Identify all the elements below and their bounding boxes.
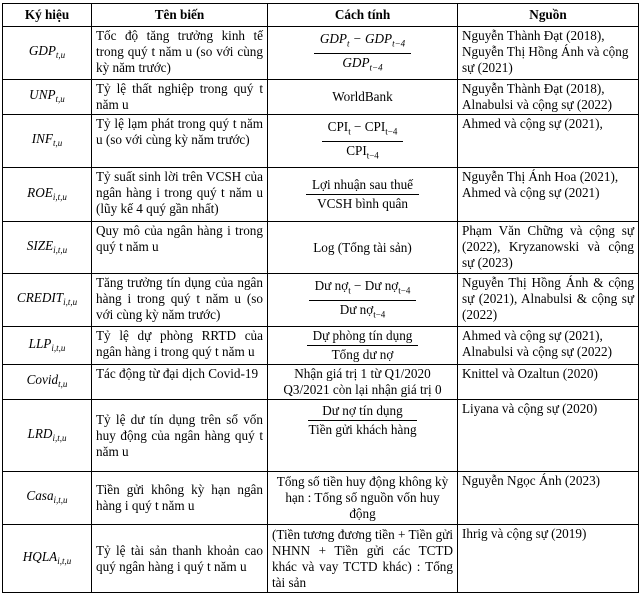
formula-term: Dư nợ	[364, 277, 399, 293]
formula-cell: Tổng số tiền huy động không kỳ hạn : Tổng số nguồn vốn huy động	[268, 472, 458, 525]
header-symbol: Ký hiệu	[3, 4, 92, 27]
source-cell: Phạm Văn Chững và cộng sự (2022), Kryzanowski và cộng sự (2023)	[458, 222, 639, 274]
symbol-main: INF	[31, 131, 53, 146]
formula-sub: t−4	[385, 126, 398, 137]
formula-sub: t	[348, 126, 351, 137]
formula-sub: t−4	[373, 309, 386, 320]
formula-fraction	[307, 328, 419, 363]
formula-term: Dư nợ	[314, 277, 349, 293]
symbol-main: LRD	[27, 425, 53, 441]
formula-fraction	[314, 31, 411, 75]
source-cell: Knittel và Ozaltun (2020)	[458, 365, 639, 400]
symbol-cell	[3, 168, 92, 222]
symbol-sub: i,t,u	[63, 297, 78, 307]
source-cell: Ahmed và cộng sự (2021), Alnabulsi và cộng sự (2022)	[458, 327, 639, 365]
formula-denominator: VCSH bình quân	[317, 196, 408, 211]
formula-cell	[268, 115, 458, 168]
formula-fraction	[308, 403, 416, 438]
symbol-cell	[3, 222, 92, 274]
symbol-sub: t,u	[55, 94, 65, 104]
symbol-cell	[3, 80, 92, 115]
symbol-cell	[3, 274, 92, 327]
formula-cell: (Tiền tương đương tiền + Tiền gửi NHNN + Tiền gửi các TCTD khác và vay TCTD khác) : Tổng tài sản	[268, 525, 458, 593]
symbol-cell	[3, 27, 92, 80]
table-row	[3, 80, 639, 115]
symbol-sub: i,t,u	[52, 191, 67, 202]
symbol-cell	[3, 400, 92, 472]
source-cell: Nguyễn Thành Đạt (2018), Nguyễn Thị Hồng Ánh và cộng sự (2021)	[458, 27, 639, 80]
formula-fraction	[306, 177, 419, 212]
symbol-main: Casa	[26, 488, 54, 503]
source-cell: Liyana và cộng sự (2020)	[458, 400, 639, 472]
formula-sub: t	[348, 285, 351, 296]
formula-sub: t−4	[398, 285, 411, 296]
table-row	[3, 115, 639, 168]
source-cell: Nguyễn Thị Ánh Hoa (2021), Ahmed và cộng sự (2021)	[458, 168, 639, 222]
symbol-main: HQLA	[22, 548, 58, 564]
formula-cell	[268, 168, 458, 222]
formula-cell: Log (Tổng tài sản)	[268, 222, 458, 274]
formula-fraction	[322, 119, 404, 163]
formula-cell	[268, 327, 458, 365]
source-cell: Ihrig và cộng sự (2019)	[458, 525, 639, 593]
source-cell: Nguyễn Ngọc Ánh (2023)	[458, 472, 639, 525]
symbol-sub: i,t,u	[53, 244, 68, 255]
header-source: Nguồn	[458, 4, 639, 27]
variables-table	[2, 3, 639, 593]
formula-cell: Nhận giá trị 1 từ Q1/2020 Q3/2021 còn lại nhận giá trị 0	[268, 365, 458, 400]
formula-numerator: Dự phòng tín dụng	[307, 328, 419, 346]
formula-sub: t−4	[366, 150, 379, 161]
formula-term: GDP	[342, 54, 370, 70]
symbol-main: SIZE	[26, 237, 54, 253]
symbol-main: CREDIT	[16, 290, 64, 305]
variable-cell: Tác động từ đại dịch Covid-19	[92, 365, 268, 400]
formula-cell	[268, 274, 458, 327]
symbol-sub: t,u	[58, 379, 68, 389]
formula-fraction	[309, 278, 417, 322]
symbol-cell	[3, 525, 92, 593]
symbol-sub: t,u	[55, 50, 66, 60]
variable-cell: Quy mô của ngân hàng i trong quý t năm u	[92, 222, 268, 274]
formula-cell	[268, 400, 458, 472]
table-row	[3, 327, 639, 365]
symbol-sub: i,t,u	[51, 342, 66, 353]
formula-sub: t−4	[369, 62, 383, 73]
table-row	[3, 168, 639, 222]
table-header-row	[3, 4, 639, 27]
symbol-cell	[3, 115, 92, 168]
formula-term: GDP	[364, 30, 393, 46]
variable-cell: Tiền gửi không kỳ hạn ngân hàng i quý t năm u	[92, 472, 268, 525]
symbol-cell	[3, 327, 92, 365]
formula-op: −	[349, 30, 365, 46]
table-row	[3, 472, 639, 525]
symbol-cell	[3, 472, 92, 525]
variable-cell: Tăng trưởng tín dụng của ngân hàng i trong quý t năm u (so với cùng kỳ năm trước)	[92, 274, 268, 327]
symbol-main: Covid	[26, 372, 59, 387]
table-row	[3, 525, 639, 593]
header-formula: Cách tính	[268, 4, 458, 27]
symbol-sub: i,t,u	[52, 432, 67, 443]
source-cell: Ahmed và cộng sự (2021),	[458, 115, 639, 168]
symbol-main: ROE	[27, 184, 53, 200]
header-variable: Tên biến	[92, 4, 268, 27]
formula-numerator: Dư nợ tín dụng	[308, 403, 416, 421]
table-row	[3, 27, 639, 80]
formula-term: CPI	[364, 118, 386, 134]
formula-denominator: Tiền gửi khách hàng	[308, 422, 417, 437]
formula-denominator: Tổng dư nợ	[331, 347, 394, 362]
variable-cell: Tỷ lệ lạm phát trong quý t năm u (so với cùng kỳ năm trước)	[92, 115, 268, 168]
variable-cell: Tỷ lệ dư tín dụng trên số vốn huy động của ngân hàng quý t năm u	[92, 400, 268, 472]
symbol-sub: t,u	[52, 138, 63, 148]
formula-op: −	[350, 118, 365, 134]
symbol-main: UNP	[29, 87, 56, 102]
table-row	[3, 274, 639, 327]
formula-cell	[268, 27, 458, 80]
formula-term: Dư nợ	[339, 301, 374, 317]
source-cell: Nguyễn Thành Đạt (2018), Alnabulsi và cộng sự (2022)	[458, 80, 639, 115]
formula-term: GDP	[319, 30, 347, 46]
table-row	[3, 365, 639, 400]
formula-term: CPI	[346, 142, 367, 158]
symbol-main: GDP	[28, 43, 56, 58]
formula-sub: t−4	[392, 38, 406, 49]
symbol-sub: i,t,u	[57, 555, 72, 566]
formula-sub: t	[346, 38, 350, 49]
variable-cell: Tỷ lệ tài sản thanh khoản cao quý ngân hàng i quý t năm u	[92, 525, 268, 593]
variable-cell: Tốc độ tăng trưởng kinh tế trong quý t năm u (so với cùng kỳ năm trước)	[92, 27, 268, 80]
symbol-cell	[3, 365, 92, 400]
formula-term: CPI	[327, 118, 349, 134]
formula-numerator: Lợi nhuận sau thuế	[306, 177, 419, 195]
formula-op: −	[350, 277, 365, 293]
formula-cell: WorldBank	[268, 80, 458, 115]
table-row	[3, 400, 639, 472]
symbol-sub: i,t,u	[53, 495, 68, 505]
variable-cell: Tỷ lệ dự phòng RRTD của ngân hàng i trong quý t năm u	[92, 327, 268, 365]
source-cell: Nguyễn Thị Hồng Ánh & cộng sự (2021), Alnabulsi & cộng sự (2022)	[458, 274, 639, 327]
variable-cell: Tỷ lệ thất nghiệp trong quý t năm u	[92, 80, 268, 115]
symbol-main: LLP	[28, 335, 52, 351]
table-row	[3, 222, 639, 274]
variable-cell: Tỷ suất sinh lời trên VCSH của ngân hàng i trong quý t năm u (lũy kế 4 quý gần nhất)	[92, 168, 268, 222]
